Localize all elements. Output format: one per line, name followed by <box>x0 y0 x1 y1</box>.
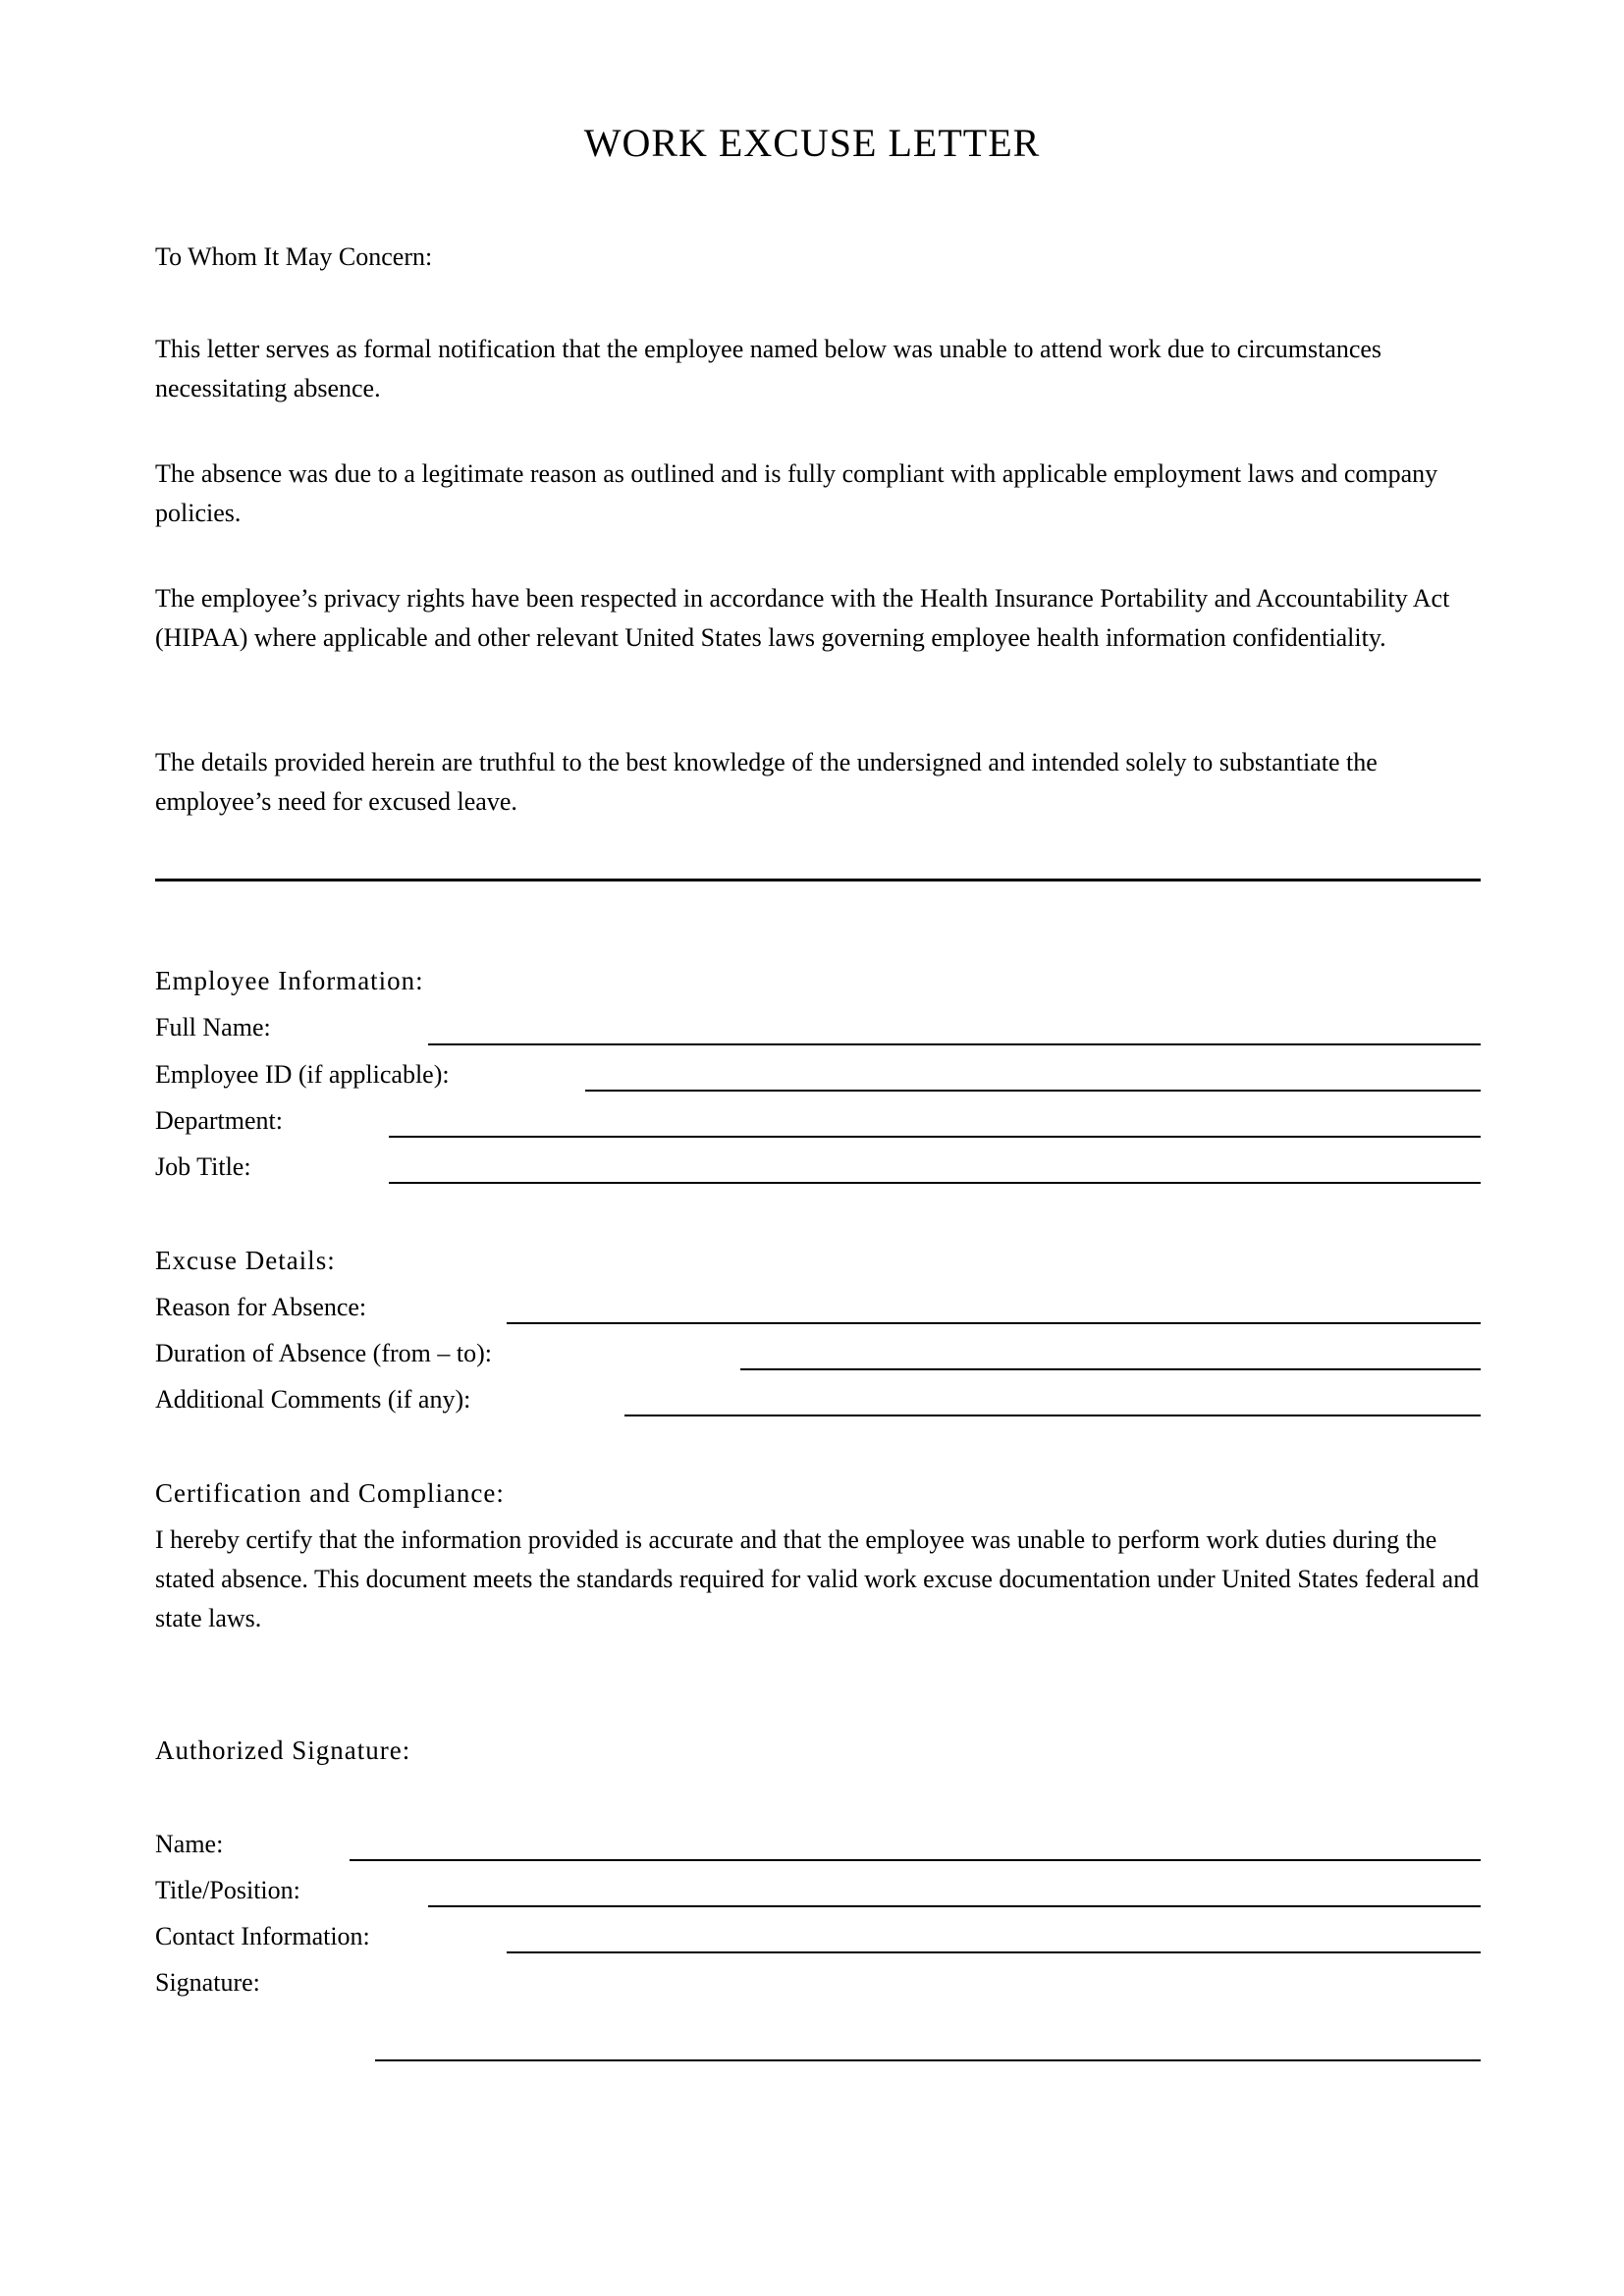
certification-heading: Certification and Compliance: <box>155 1478 505 1508</box>
signer-name-label: Name: <box>155 1830 224 1858</box>
salutation: To Whom It May Concern: <box>155 242 433 271</box>
full-name-line[interactable] <box>428 1043 1481 1045</box>
certification-text: I hereby certify that the information provided is accurate and that the employee was unable to perform work duties during the stated absence. This document meets the standards required for valid work excuse documentation under United States federal and state laws. <box>155 1525 1480 1632</box>
reason-line[interactable] <box>507 1322 1481 1324</box>
paragraph-truthfulness: The details provided herein are truthful to the best knowledge of the undersigned and intended solely to substantiate the employee’s need for excused leave. <box>155 748 1378 816</box>
excuse-details-heading: Excuse Details: <box>155 1246 336 1275</box>
contact-info-label: Contact Information: <box>155 1922 370 1950</box>
department-label: Department: <box>155 1106 283 1135</box>
title-position-line[interactable] <box>428 1905 1481 1907</box>
signature-heading: Authorized Signature: <box>155 1735 411 1765</box>
employee-id-label: Employee ID (if applicable): <box>155 1060 450 1089</box>
signature-line[interactable] <box>375 2059 1481 2061</box>
signature-label: Signature: <box>155 1968 260 1997</box>
signer-name-line[interactable] <box>350 1859 1481 1861</box>
job-title-line[interactable] <box>389 1182 1481 1184</box>
full-name-label: Full Name: <box>155 1013 271 1041</box>
job-title-label: Job Title: <box>155 1152 251 1181</box>
comments-label: Additional Comments (if any): <box>155 1385 471 1414</box>
department-line[interactable] <box>389 1136 1481 1138</box>
reason-label: Reason for Absence: <box>155 1293 367 1321</box>
contact-info-line[interactable] <box>507 1951 1481 1953</box>
duration-line[interactable] <box>740 1368 1481 1370</box>
comments-line[interactable] <box>624 1415 1481 1416</box>
document-title: WORK EXCUSE LETTER <box>583 121 1041 165</box>
employee-id-line[interactable] <box>585 1090 1481 1092</box>
paragraph-notification: This letter serves as formal notification that the employee named below was unable to attend work due to circumstances necessitating absence. <box>155 335 1382 402</box>
paragraph-legitimate-reason: The absence was due to a legitimate reason as outlined and is fully compliant with applicable employment laws and company policies. <box>155 459 1438 527</box>
section-divider <box>155 879 1481 881</box>
employee-info-heading: Employee Information: <box>155 966 424 995</box>
paragraph-privacy: The employee’s privacy rights have been respected in accordance with the Health Insurance Portability and Accountability Act (HIPAA) where applicable and other relevant United States laws governing employee health information confidentiality. <box>155 584 1450 652</box>
duration-label: Duration of Absence (from – to): <box>155 1339 492 1367</box>
title-position-label: Title/Position: <box>155 1876 300 1904</box>
